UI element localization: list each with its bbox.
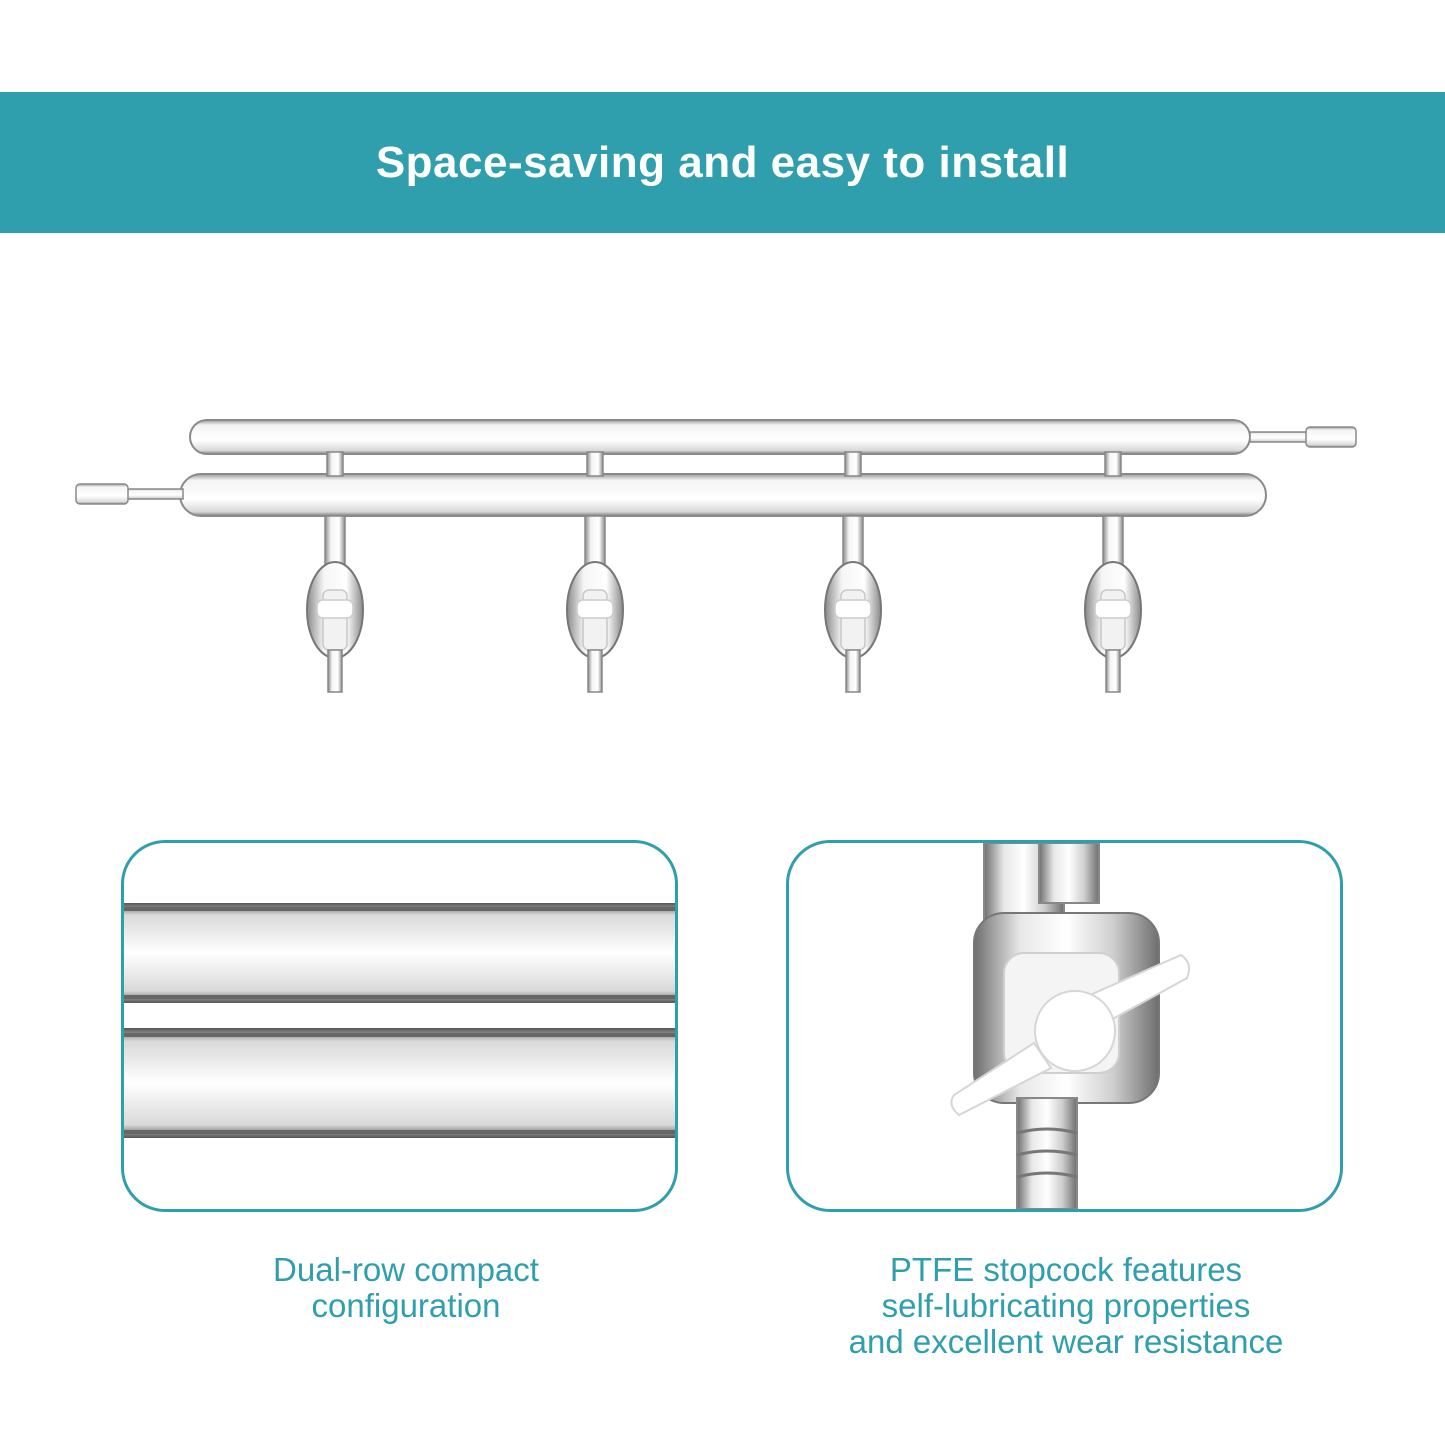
feature-panel-stopcock (786, 840, 1343, 1212)
page-title: Space-saving and easy to install (375, 137, 1070, 187)
caption-dual-row: Dual-row compact configuration (273, 1251, 539, 1324)
ptfe-stopcock-illustration (789, 843, 1340, 1209)
dual-row-tubes-illustration (124, 843, 675, 1209)
glass-manifold-illustration (0, 400, 1445, 710)
upper-tube (190, 420, 1356, 454)
header-banner (0, 92, 1445, 233)
lower-tube (76, 474, 1266, 516)
caption-stopcock: PTFE stopcock features self-lubricating properties and excellent wear resistance (848, 1251, 1284, 1360)
feature-panel-dual-row (121, 840, 678, 1212)
